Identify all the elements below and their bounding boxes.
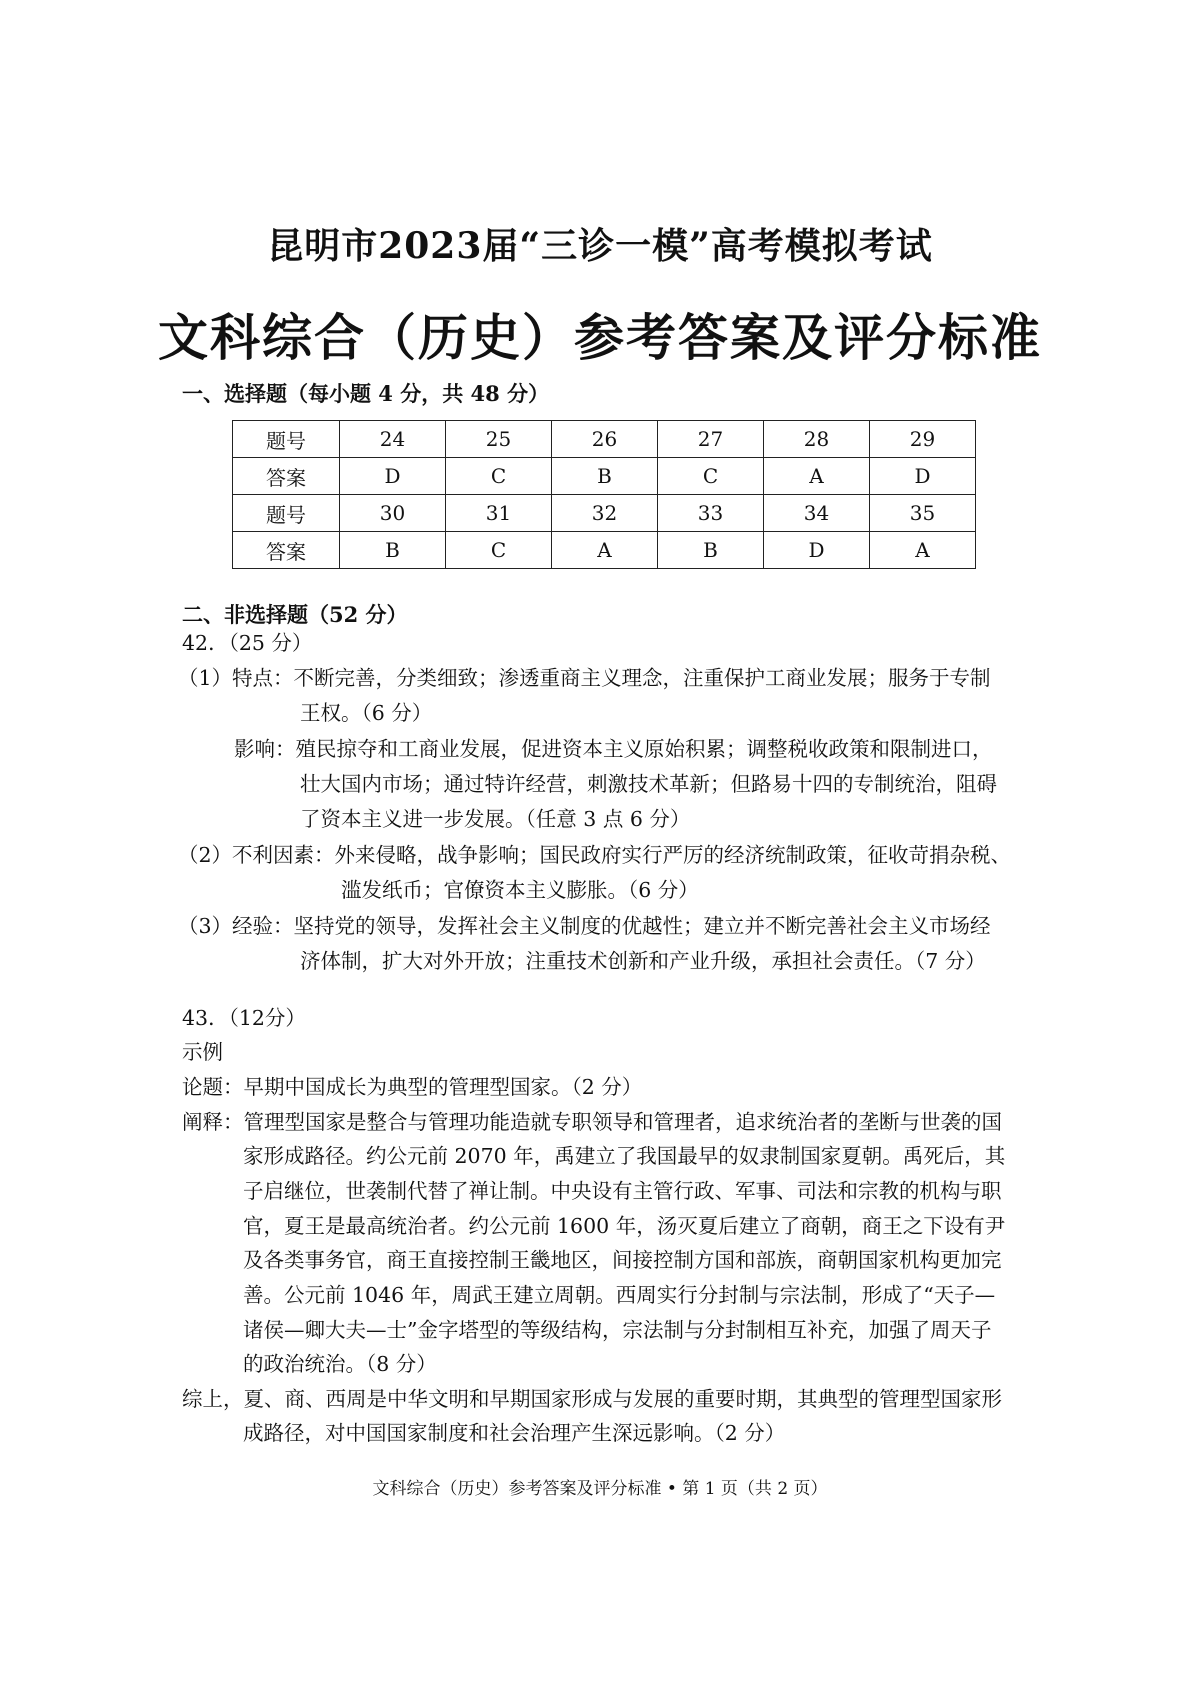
q42-line: 影响：殖民掠夺和工商业发展，促进资本主义原始积累；调整税收政策和限制进口， bbox=[234, 737, 993, 761]
q43-line: 示例 bbox=[182, 1040, 223, 1064]
q42-header: 42．（25 分） bbox=[182, 631, 313, 655]
table-cell: 32 bbox=[552, 495, 658, 532]
table-cell: A bbox=[764, 458, 870, 495]
q43-line: 的政治统治。（8 分） bbox=[243, 1352, 437, 1376]
table-cell: 24 bbox=[340, 421, 446, 458]
table-cell: 26 bbox=[552, 421, 658, 458]
q43-line: 诸侯—卿大夫—士”金字塔型的等级结构，宗法制与分封制相互补充，加强了周天子 bbox=[243, 1318, 992, 1342]
q43-header: 43．（12分） bbox=[182, 1006, 306, 1030]
q42-line: 济体制，扩大对外开放；注重技术创新和产业升级，承担社会责任。（7 分） bbox=[300, 949, 986, 973]
table-cell: A bbox=[552, 532, 658, 569]
q43-line: 官，夏王是最高统治者。约公元前 1600 年，汤灭夏后建立了商朝，商王之下设有尹 bbox=[243, 1214, 1006, 1238]
q43-line: 论题：早期中国成长为典型的管理型国家。（2 分） bbox=[182, 1075, 643, 1099]
table-row bbox=[233, 495, 976, 532]
q42-line: （1）特点：不断完善，分类细致；渗透重商主义理念，注重保护工商业发展；服务于专制 bbox=[178, 666, 991, 690]
q43-line: 子启继位，世袭制代替了禅让制。中央设有主管行政、军事、司法和宗教的机构与职 bbox=[243, 1179, 1002, 1203]
table-cell: 25 bbox=[446, 421, 552, 458]
table-cell: 27 bbox=[658, 421, 764, 458]
table-cell: 35 bbox=[870, 495, 976, 532]
q43-line: 成路径，对中国国家制度和社会治理产生深远影响。（2 分） bbox=[243, 1421, 786, 1445]
table-cell: 29 bbox=[870, 421, 976, 458]
table-cell: 33 bbox=[658, 495, 764, 532]
table-cell: D bbox=[870, 458, 976, 495]
table-cell: C bbox=[446, 532, 552, 569]
q43-line: 综上，夏、商、西周是中华文明和早期国家形成与发展的重要时期，其典型的管理型国家形 bbox=[182, 1387, 1002, 1411]
q43-line: 及各类事务官，商王直接控制王畿地区，间接控制方国和部族，商朝国家机构更加完 bbox=[243, 1248, 1002, 1272]
q42-line: （2）不利因素：外来侵略，战争影响；国民政府实行严厉的经济统制政策，征收苛捐杂税、 bbox=[178, 843, 1012, 867]
table-cell: B bbox=[552, 458, 658, 495]
table-cell: B bbox=[658, 532, 764, 569]
document-title: 文科综合（历史）参考答案及评分标准 bbox=[158, 308, 1042, 367]
q42-line: 了资本主义进一步发展。（任意 3 点 6 分） bbox=[300, 807, 691, 831]
table-row bbox=[233, 421, 976, 458]
table-cell: 题号 bbox=[233, 495, 340, 532]
table-cell: 28 bbox=[764, 421, 870, 458]
exam-title: 昆明市2023届“三诊一模”高考模拟考试 bbox=[267, 225, 933, 267]
page-footer: 文科综合（历史）参考答案及评分标准 • 第 1 页（共 2 页） bbox=[372, 1479, 828, 1499]
section2-heading: 二、非选择题（52 分） bbox=[182, 602, 408, 627]
table-cell: C bbox=[446, 458, 552, 495]
table-cell: D bbox=[764, 532, 870, 569]
table-cell: 答案 bbox=[233, 532, 340, 569]
q42-line: 王权。（6 分） bbox=[300, 701, 433, 725]
table-cell: C bbox=[658, 458, 764, 495]
table-cell: 31 bbox=[446, 495, 552, 532]
q43-line: 善。公元前 1046 年，周武王建立周朝。西周实行分封制与宗法制，形成了“天子— bbox=[243, 1283, 996, 1307]
table-cell: 30 bbox=[340, 495, 446, 532]
table-cell: 题号 bbox=[233, 421, 340, 458]
section1-heading: 一、选择题（每小题 4 分，共 48 分） bbox=[182, 381, 550, 406]
table-cell: B bbox=[340, 532, 446, 569]
q43-line: 家形成路径。约公元前 2070 年，禹建立了我国最早的奴隶制国家夏朝。禹死后，其 bbox=[243, 1144, 1006, 1168]
table-row bbox=[233, 532, 976, 569]
table-row bbox=[233, 458, 976, 495]
q42-line: 滥发纸币；官僚资本主义膨胀。（6 分） bbox=[341, 878, 699, 902]
table-cell: A bbox=[870, 532, 976, 569]
q42-line: （3）经验：坚持党的领导，发挥社会主义制度的优越性；建立并不断完善社会主义市场经 bbox=[178, 914, 991, 938]
q42-line: 壮大国内市场；通过特许经营，刺激技术革新；但路易十四的专制统治，阻碍 bbox=[300, 772, 997, 796]
table-cell: D bbox=[340, 458, 446, 495]
q43-line: 阐释：管理型国家是整合与管理功能造就专职领导和管理者，追求统治者的垄断与世袭的国 bbox=[182, 1110, 1002, 1134]
table-cell: 34 bbox=[764, 495, 870, 532]
answer-table bbox=[232, 420, 976, 569]
table-cell: 答案 bbox=[233, 458, 340, 495]
